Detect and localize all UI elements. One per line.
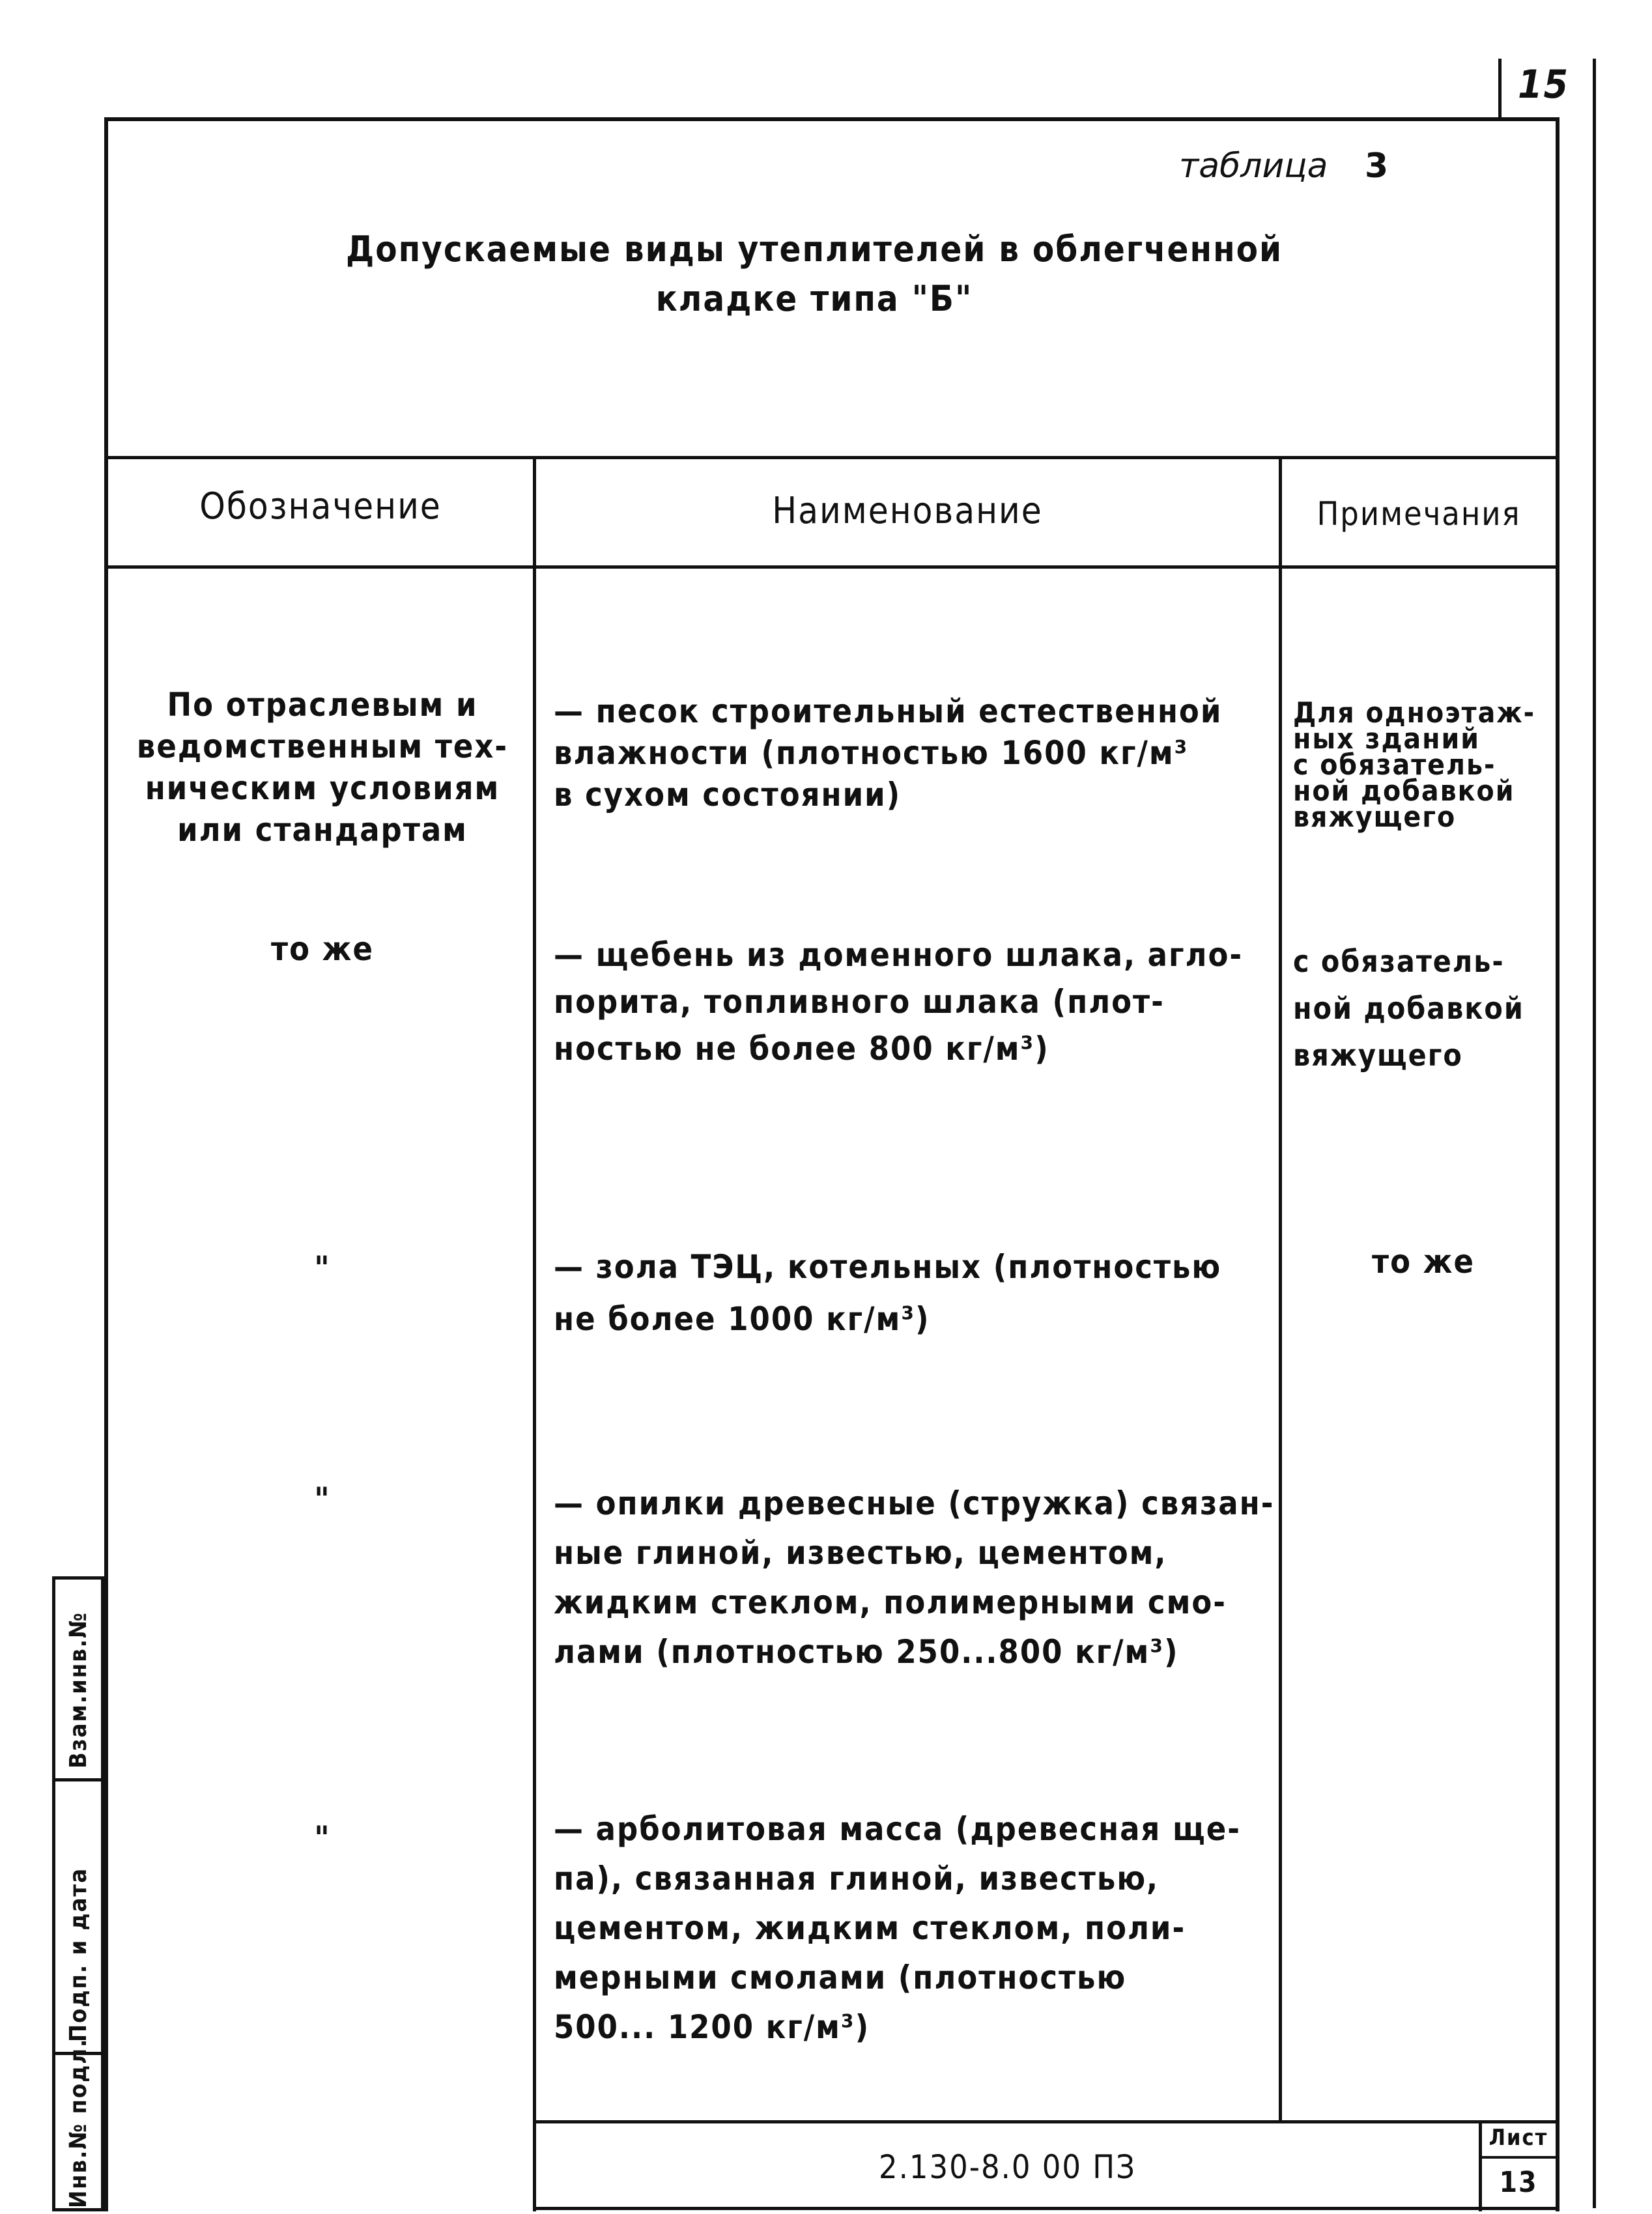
title-line-1: Допускаемые виды утеплителей в облегченной xyxy=(345,229,1283,270)
frame-top xyxy=(104,117,1557,121)
row2-designation: то же xyxy=(271,930,374,968)
title-line-2: кладке типа "Б" xyxy=(655,278,973,319)
table-label-text: таблица xyxy=(1179,147,1328,186)
table-top-rule xyxy=(104,456,1557,459)
document-code: 2.130-8.0 00 ПЗ xyxy=(879,2148,1136,2186)
stamp-inv-orig: Инв.№ подл. xyxy=(65,2037,92,2208)
frame-right xyxy=(1556,117,1559,2211)
page-number-divider xyxy=(1498,59,1502,117)
sheet-number: 13 xyxy=(1499,2166,1538,2199)
table-number: 3 xyxy=(1365,147,1389,186)
header-designation: Обозначение xyxy=(199,485,442,528)
stamp-rule-1 xyxy=(52,1778,104,1781)
row1-name: — песок строительный естественной влажности (плотностью 1600 кг/м³ в сухом состоянии) xyxy=(554,692,1223,814)
header-notes: Примечания xyxy=(1317,495,1521,533)
stamp-vzam-inv: Взам.инв.№ xyxy=(65,1611,92,1768)
row4-name: — опилки древесные (стружка) связан- ные глиной, известью, цементом, жидким стеклом, полимерными смо- лами (плотностью 250...800 кг/м³) xyxy=(554,1484,1275,1671)
table-label xyxy=(1179,147,1388,186)
column-divider-2 xyxy=(1279,456,1282,2123)
footer-sheet-rule xyxy=(1479,2156,1557,2159)
frame-left xyxy=(104,117,108,2211)
row2-note: с обязатель- ной добавкой вяжущего xyxy=(1293,944,1524,1073)
page-number: 15 xyxy=(1518,62,1570,107)
sheet-label: Лист xyxy=(1488,2125,1548,2151)
row4-designation: " xyxy=(314,1481,331,1518)
stamp-sign-date: Подп. и дата xyxy=(65,1867,92,2042)
row1-designation: По отраслевым и ведомственным тех- ническим условиям или стандартам xyxy=(136,686,509,849)
table-title xyxy=(98,225,1531,324)
footer-bottom-rule xyxy=(533,2207,1557,2210)
page-right-edge xyxy=(1593,59,1596,2208)
row5-designation: " xyxy=(314,1819,331,1857)
row3-name: — зола ТЭЦ, котельных (плотностью не более 1000 кг/м³) xyxy=(554,1248,1222,1338)
row5-name: — арболитовая масса (древесная ще- па), связанная глиной, известью, цементом, жидким стеклом, поли- мерными смолами (плотностью 500... 1200 кг/м³) xyxy=(554,1810,1241,2046)
footer-top-rule xyxy=(533,2120,1557,2123)
row2-name: — щебень из доменного шлака, агло- порита, топливного шлака (плот- ностью не более 800 кг/м³) xyxy=(554,936,1244,1068)
row3-note: то же xyxy=(1372,1243,1475,1281)
header-name: Наименование xyxy=(772,490,1043,532)
column-divider-1 xyxy=(533,456,536,2211)
header-bottom-rule xyxy=(104,565,1557,569)
row3-designation: " xyxy=(314,1249,331,1287)
row1-note: Для одноэтаж- ных зданий с обязатель- ной добавкой вяжущего xyxy=(1293,696,1536,834)
